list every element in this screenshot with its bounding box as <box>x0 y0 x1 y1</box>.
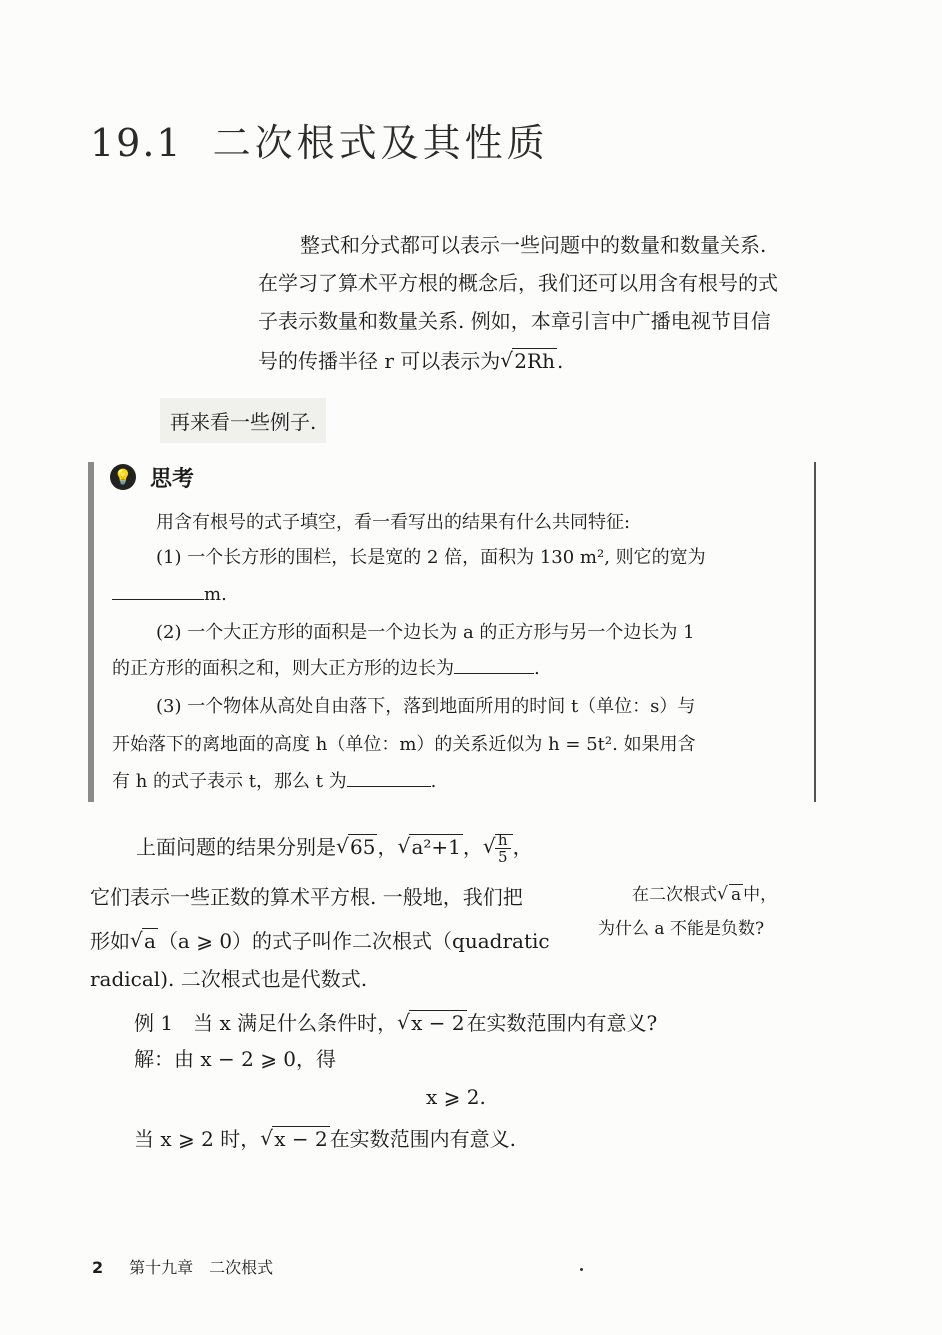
intro-line-4 <box>258 342 563 380</box>
page-footer <box>92 1255 273 1278</box>
question-1-line-1: (1) 一个长方形的围栏，长是宽的 2 倍，面积为 130 m², 则它的宽为 <box>156 547 706 568</box>
radical-x-minus-2 <box>397 1008 466 1038</box>
sidenote-end: 中， <box>743 885 778 905</box>
sidenote-line-2: 为什么 a 不能是负数? <box>598 919 765 939</box>
section-number: 19.1 <box>90 121 183 165</box>
body-line-3: radical). 二次根式也是代数式. <box>90 967 368 991</box>
example-cue: 再来看一些例子. <box>160 398 326 443</box>
radicand: a²+1 <box>411 835 461 859</box>
radicand: 65 <box>350 835 376 859</box>
sidenote-line-1 <box>632 880 777 910</box>
question-2-line-2 <box>112 654 540 684</box>
question-2-end: . <box>534 658 540 679</box>
results-text: 上面问题的结果分别是 <box>136 835 336 859</box>
question-3-line-1: (3) 一个物体从高处自由落下，落到地面所用的时间 t（单位：s）与 <box>156 696 696 717</box>
radical-a-side <box>717 880 743 910</box>
radical-h-over-5 <box>483 832 513 865</box>
conclusion-text: 当 x ⩾ 2 时， <box>134 1127 261 1151</box>
think-title: 思考 <box>150 467 195 492</box>
separator: ， <box>462 835 483 859</box>
answer-blank-1[interactable] <box>112 581 204 600</box>
conclusion-end: 在实数范围内有意义. <box>329 1127 517 1151</box>
think-box-right-rule <box>814 462 816 802</box>
body-line-2 <box>90 926 550 956</box>
lightbulb-icon: 💡 <box>110 464 136 490</box>
question-3-text: 有 h 的式子表示 t，那么 t 为 <box>112 771 347 792</box>
radical-x-minus-2 <box>260 1124 329 1154</box>
example-label: 例 1 当 x 满足什么条件时， <box>134 1011 398 1035</box>
radicand: x − 2 <box>274 1127 328 1151</box>
think-box-left-bar <box>88 462 94 802</box>
body-line-2-rest: （a ⩾ 0）的式子叫作二次根式（quadratic <box>157 929 550 953</box>
scan-dot <box>580 1268 583 1271</box>
radical-2rh <box>500 342 557 380</box>
answer-blank-2[interactable] <box>454 655 534 674</box>
question-3-line-3 <box>112 767 436 797</box>
question-2-line-1: (2) 一个大正方形的面积是一个边长为 a 的正方形与另一个边长为 1 <box>156 622 695 643</box>
chapter-title: 第十九章 二次根式 <box>129 1258 274 1277</box>
page-number: 2 <box>92 1258 104 1277</box>
intro-line-4-text: 号的传播半径 r 可以表示为 <box>258 349 501 373</box>
intro-line-2: 在学习了算术平方根的概念后，我们还可以用含有根号的式 <box>258 271 778 295</box>
radical-65 <box>336 832 377 862</box>
example-solution: 解：由 x − 2 ⩾ 0，得 <box>134 1047 337 1071</box>
separator: ， <box>377 835 398 859</box>
radical-a2-plus-1 <box>397 832 462 862</box>
numerator: √ h <box>495 832 511 849</box>
results-line <box>136 832 533 865</box>
think-lead: 用含有根号的式子填空，看一看写出的结果有什么共同特征: <box>156 512 631 533</box>
radicand: a <box>144 929 156 953</box>
question-3-end: . <box>430 771 437 792</box>
radicand: 2Rh <box>514 349 555 373</box>
answer-blank-3[interactable] <box>347 768 431 787</box>
section-title <box>90 112 549 167</box>
section-heading: 二次根式及其性质 <box>212 121 549 165</box>
intro-line-4-end: . <box>556 349 564 373</box>
denominator: 5 <box>497 848 508 866</box>
intro-line-1: 整式和分式都可以表示一些问题中的数量和数量关系. <box>300 233 767 257</box>
intro-line-3: 子表示数量和数量关系. 例如，本章引言中广播电视节目信 <box>258 309 771 333</box>
body-line-1: 它们表示一些正数的算术平方根. 一般地，我们把 <box>90 885 523 909</box>
question-2-text: 的正方形的面积之和，则大正方形的边长为 <box>112 658 454 679</box>
question-1-unit: m. <box>204 584 227 605</box>
radicand: x − 2 <box>411 1011 465 1035</box>
sidenote-text: 在二次根式 <box>632 885 717 905</box>
separator: ， <box>512 835 533 859</box>
radicand: a <box>731 885 742 905</box>
example-question <box>134 1008 657 1038</box>
question-1-line-2 <box>112 580 227 610</box>
question-3-line-2: 开始落下的离地面的高度 h（单位：m）的关系近似为 h = 5t². 如果用含 <box>112 734 696 755</box>
radical-a <box>130 926 158 956</box>
example-result: x ⩾ 2. <box>426 1085 486 1109</box>
example-question-end: 在实数范围内有意义? <box>466 1011 658 1035</box>
fraction <box>495 832 511 865</box>
body-line-2-text: 形如 <box>90 929 130 953</box>
example-conclusion <box>134 1124 516 1154</box>
